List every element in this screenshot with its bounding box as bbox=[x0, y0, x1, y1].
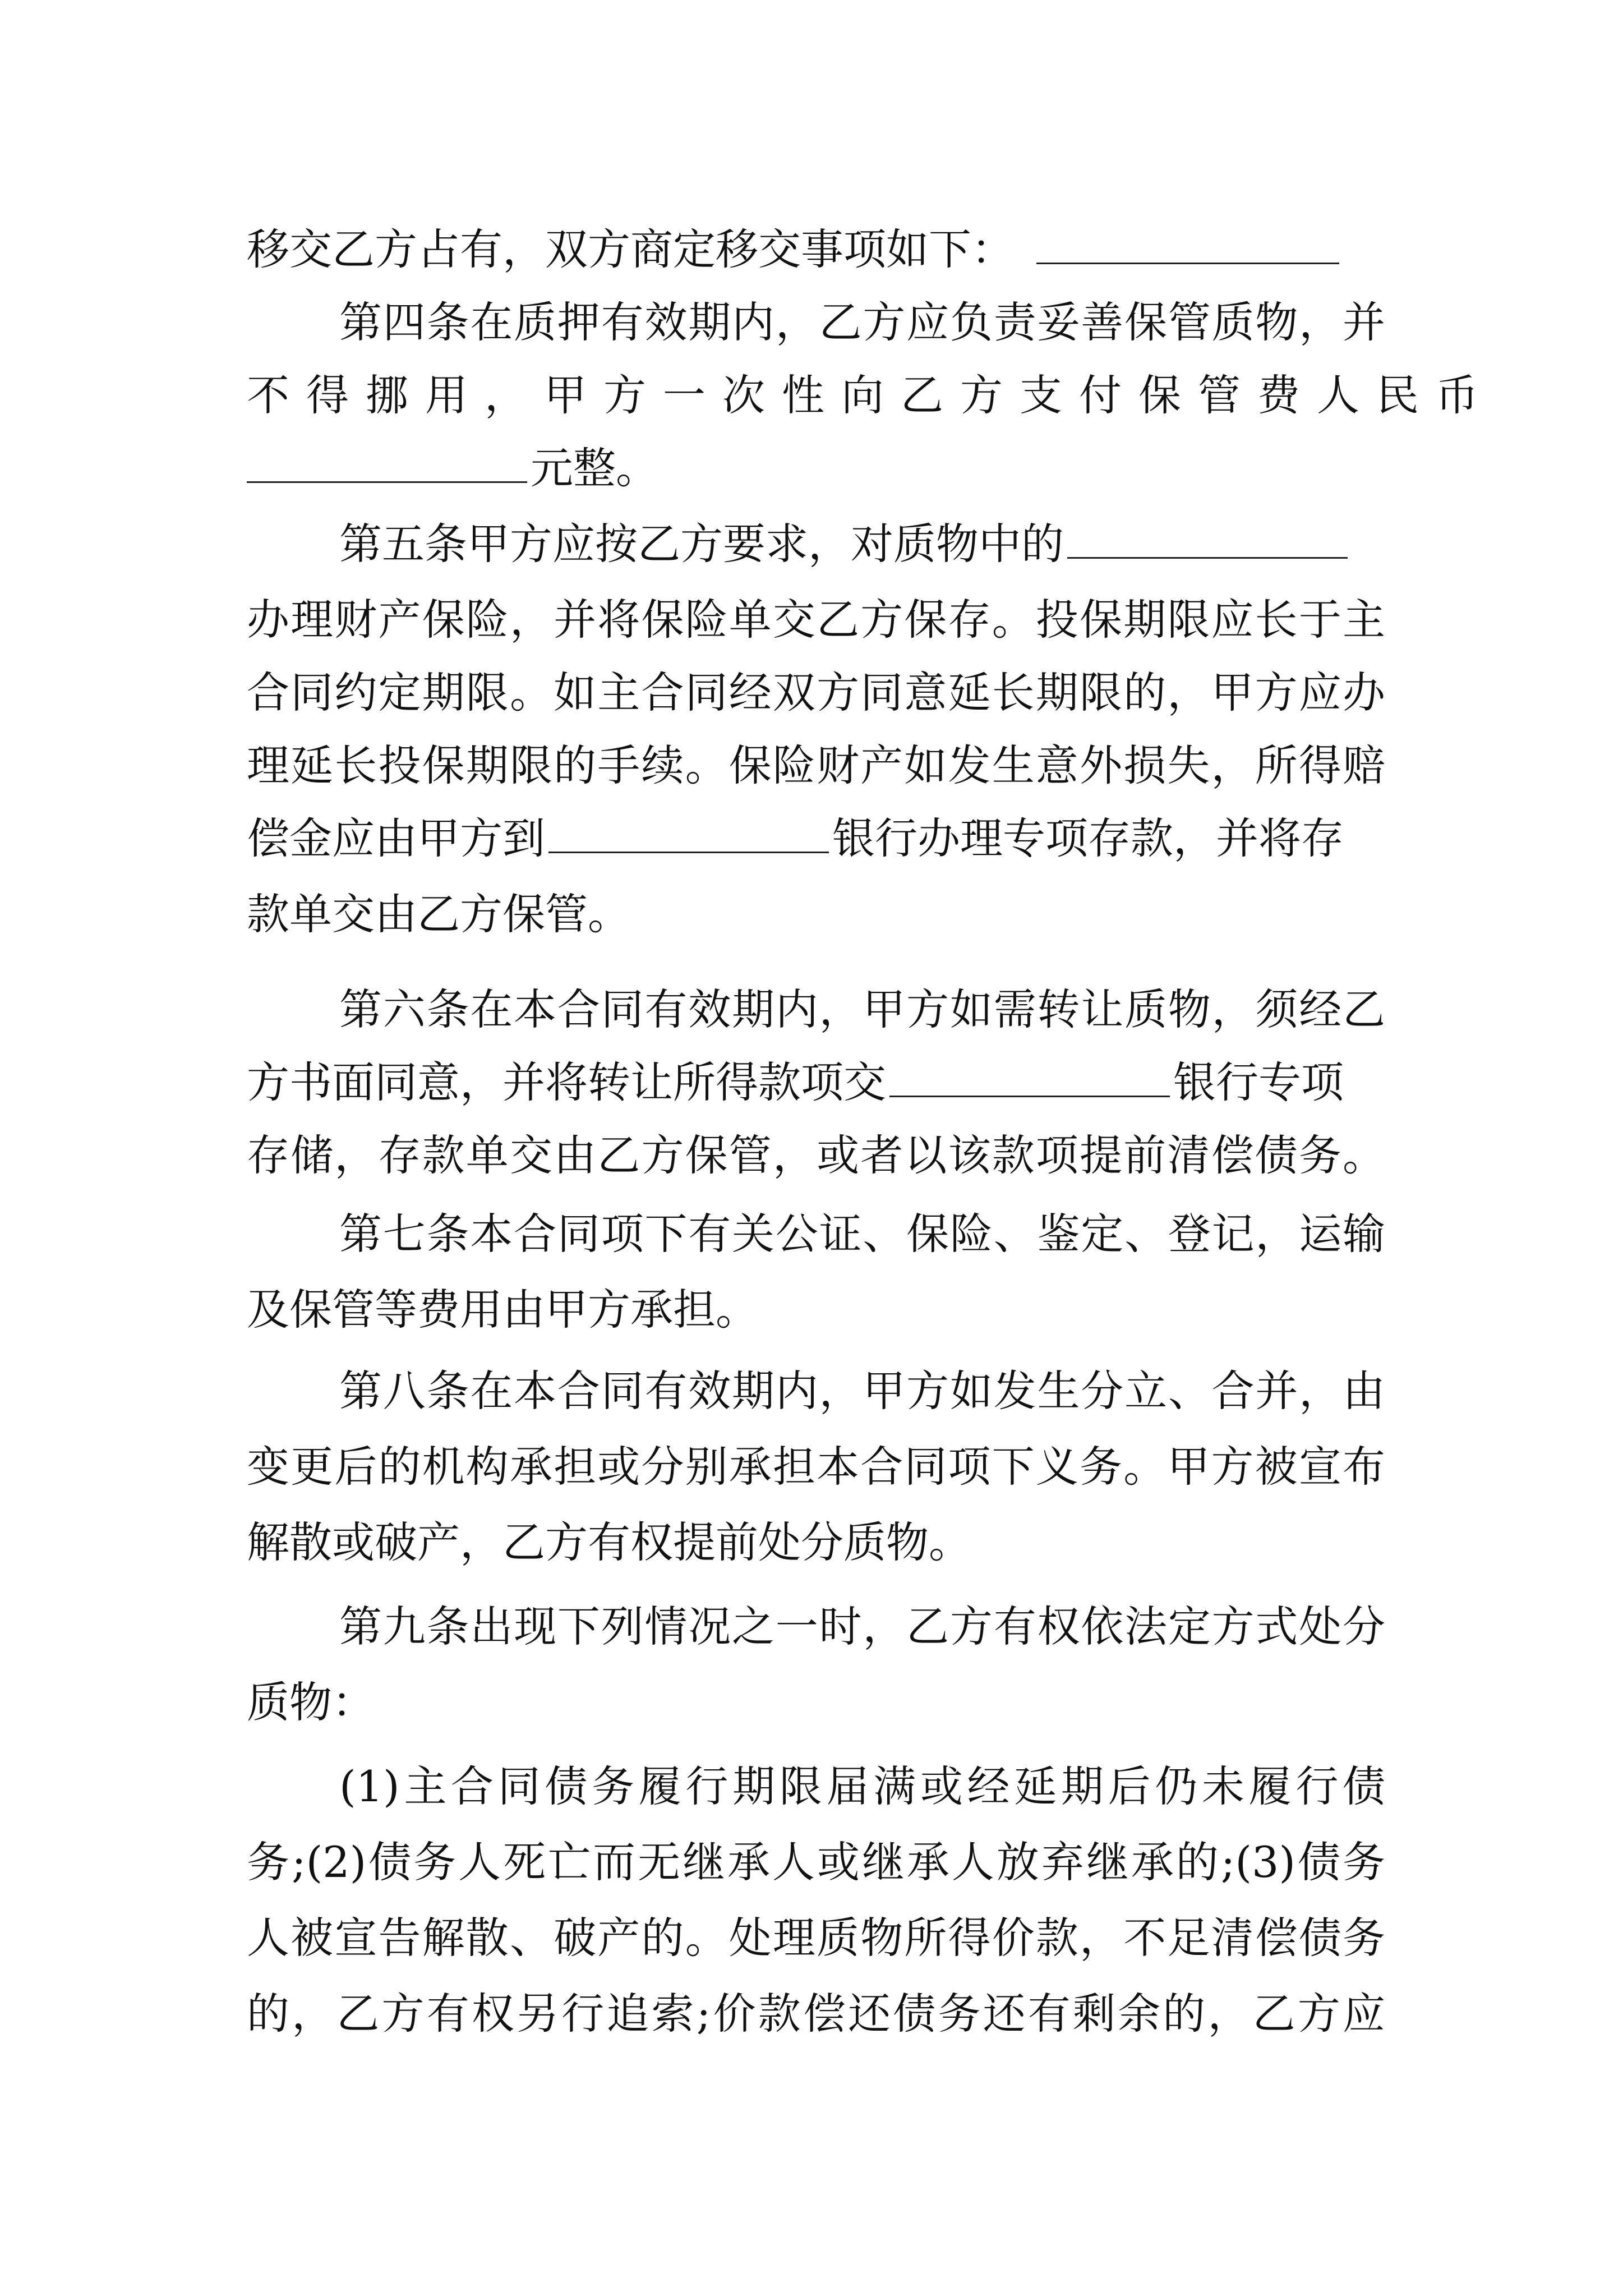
text-segment: 第五条甲方应按乙方要求，对质物中的 bbox=[339, 519, 1064, 569]
text-line bbox=[339, 1195, 1385, 1273]
text-segment: 务;(2)债务人死亡而无继承人或继承人放弃继承的;(3)债务 bbox=[247, 1837, 1385, 1887]
text-segment: 解散或破产，乙方有权提前处分质物。 bbox=[247, 1517, 971, 1567]
text-segment: 不得挪用，甲方一次性向乙方支付保管费人民币 bbox=[247, 370, 1495, 420]
text-line bbox=[339, 283, 1385, 362]
text-line bbox=[339, 505, 1385, 583]
text-line bbox=[247, 1663, 1385, 1742]
text-segment: 款单交由乙方保管。 bbox=[247, 889, 630, 939]
text-segment: 及保管等费用由甲方承担。 bbox=[247, 1285, 758, 1335]
text-line bbox=[247, 654, 1385, 732]
text-segment: 存储，存款单交由乙方保管，或者以该款项提前清偿债务。 bbox=[247, 1130, 1385, 1180]
text-line bbox=[247, 726, 1385, 805]
text-line bbox=[247, 1503, 1385, 1582]
text-segment: 质物： bbox=[247, 1677, 375, 1727]
text-segment: 元整。 bbox=[531, 443, 658, 493]
text-segment: 变更后的机构承担或分别承担本合同项下义务。甲方被宣布 bbox=[247, 1442, 1385, 1492]
text-segment: 第七条本合同项下有关公证、保险、鉴定、登记，运输 bbox=[339, 1209, 1385, 1259]
text-line bbox=[339, 970, 1385, 1049]
text-segment: 银行专项 bbox=[1173, 1057, 1344, 1107]
text-line bbox=[247, 1116, 1385, 1195]
text-segment: 方书面同意，并将转让所得款项交 bbox=[247, 1057, 886, 1107]
text-line bbox=[247, 356, 1495, 435]
text-line bbox=[247, 1975, 1385, 2053]
text-line bbox=[339, 1747, 1385, 1826]
fill-in-blank bbox=[548, 849, 829, 853]
text-line bbox=[247, 210, 1385, 289]
text-line bbox=[247, 1428, 1385, 1506]
text-line bbox=[247, 875, 1385, 954]
text-line bbox=[247, 1271, 1385, 1349]
text-segment: 移交乙方占有，双方商定移交事项如下： bbox=[247, 224, 1014, 274]
text-line bbox=[339, 1588, 1385, 1666]
fill-in-blank bbox=[247, 479, 527, 483]
fill-in-blank bbox=[1067, 555, 1348, 559]
text-segment: 第九条出现下列情况之一时，乙方有权依法定方式处分 bbox=[339, 1602, 1385, 1651]
text-line bbox=[247, 1043, 1385, 1122]
text-segment: 人被宣告解散、破产的。处理质物所得价款，不足清偿债务 bbox=[247, 1913, 1385, 1963]
text-line bbox=[247, 1823, 1385, 1902]
text-line bbox=[247, 1899, 1385, 1977]
text-segment: 理延长投保期限的手续。保险财产如发生意外损失，所得赔 bbox=[247, 740, 1385, 790]
text-segment: 偿金应由甲方到 bbox=[247, 813, 545, 863]
text-segment: 第六条在本合同有效期内，甲方如需转让质物，须经乙 bbox=[339, 984, 1385, 1034]
text-line bbox=[247, 429, 1385, 508]
text-segment: 的，乙方有权另行追索;价款偿还债务还有剩余的，乙方应 bbox=[247, 1989, 1385, 2039]
fill-in-blank bbox=[889, 1093, 1170, 1097]
text-segment: 合同约定期限。如主合同经双方同意延长期限的，甲方应办 bbox=[247, 668, 1385, 717]
text-line bbox=[247, 799, 1385, 878]
text-segment: (1)主合同债务履行期限届满或经延期后仍未履行债 bbox=[339, 1761, 1385, 1811]
text-segment: 银行办理专项存款，并将存 bbox=[832, 813, 1344, 863]
fill-in-blank bbox=[1036, 260, 1339, 264]
text-segment: 第四条在质押有效期内，乙方应负责妥善保管质物，并 bbox=[339, 297, 1385, 347]
text-segment: 第八条在本合同有效期内，甲方如发生分立、合并，由 bbox=[339, 1366, 1385, 1416]
text-line bbox=[247, 581, 1385, 659]
text-line bbox=[339, 1352, 1385, 1430]
text-segment: 办理财产保险，并将保险单交乙方保存。投保期限应长于主 bbox=[247, 595, 1385, 645]
